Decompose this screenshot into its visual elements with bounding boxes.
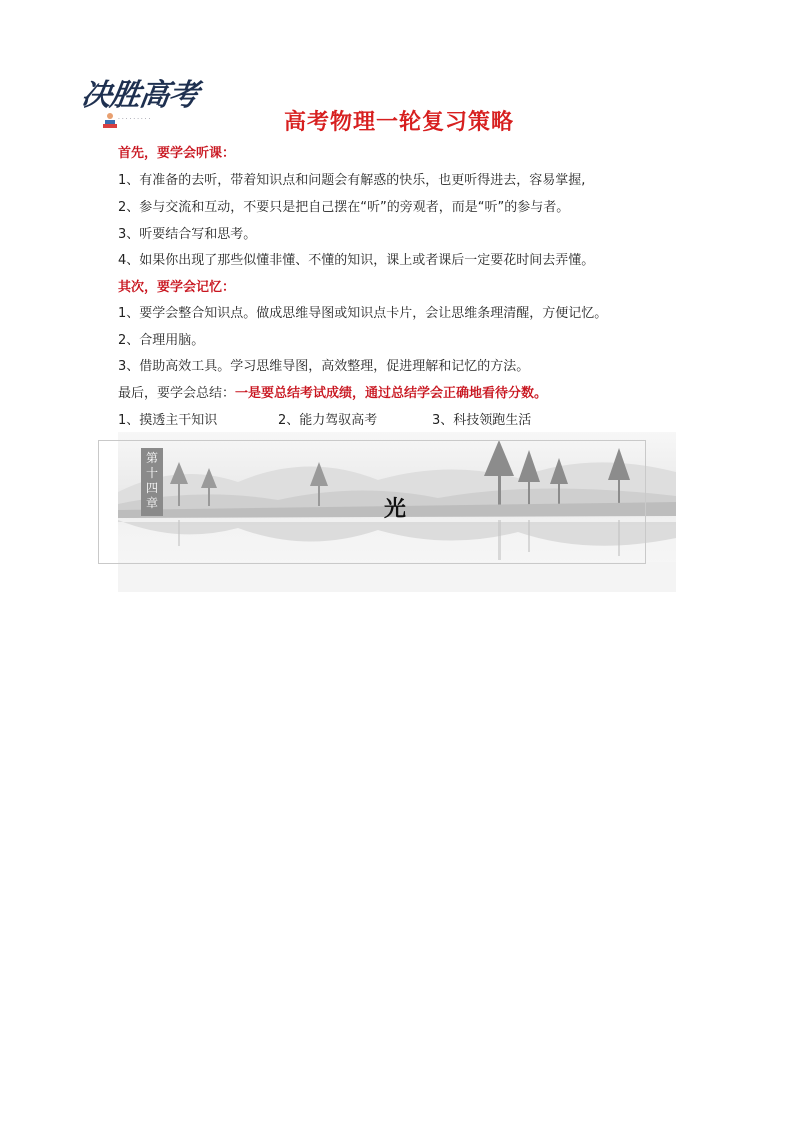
listening-item-4: 4、如果你出现了那些似懂非懂、不懂的知识，课上或者课后一定要花时间去弄懂。 [118, 253, 595, 268]
listening-item-3: 3、听要结合写和思考。 [118, 227, 257, 242]
summary-highlight: 一是要总结考试成绩，通过总结学会正确地看待分数。 [235, 386, 548, 401]
logo-text: 决胜高考 [79, 78, 200, 113]
memory-item-3: 3、借助高效工具。学习思维导图，高效整理，促进理解和记忆的方法。 [118, 359, 530, 374]
listening-item-2: 2、参与交流和互动，不要只是把自己摆在“听”的旁观者，而是“听”的参与者。 [118, 200, 570, 215]
chapter-title: 光 [384, 497, 407, 522]
summary-prefix: 最后，要学会总结： [118, 386, 236, 401]
chapter-number-tag [141, 448, 163, 516]
memory-item-1: 1、要学会整合知识点。做成思维导图或知识点卡片，会让思维条理清醒，方便记忆。 [118, 306, 608, 321]
listening-item-1: 1、有准备的去听，带着知识点和问题会有解惑的快乐，也更听得进去，容易掌握, [118, 173, 586, 188]
tip-3: 3、科技领跑生活 [432, 413, 532, 428]
tips-row [118, 412, 531, 430]
chapter-tag-char: 十 [145, 466, 158, 480]
memory-item-2: 2、合理用脑。 [118, 333, 205, 348]
chapter-tag-char: 四 [145, 481, 158, 495]
section-heading-listening: 首先，要学会听课： [118, 146, 236, 161]
tip-1: 1、摸透主干知识 [118, 413, 218, 428]
banner-frame [98, 440, 646, 564]
chapter-tag-char: 第 [145, 451, 158, 465]
tip-2: 2、能力驾驭高考 [278, 413, 378, 428]
page-title: 高考物理一轮复习策略 [283, 110, 514, 135]
summary-line [118, 385, 547, 403]
chapter-tag-char: 章 [145, 496, 158, 510]
logo-subtitle: · · · · · · · · · [118, 116, 151, 123]
section-heading-memory: 其次，要学会记忆： [118, 280, 236, 295]
